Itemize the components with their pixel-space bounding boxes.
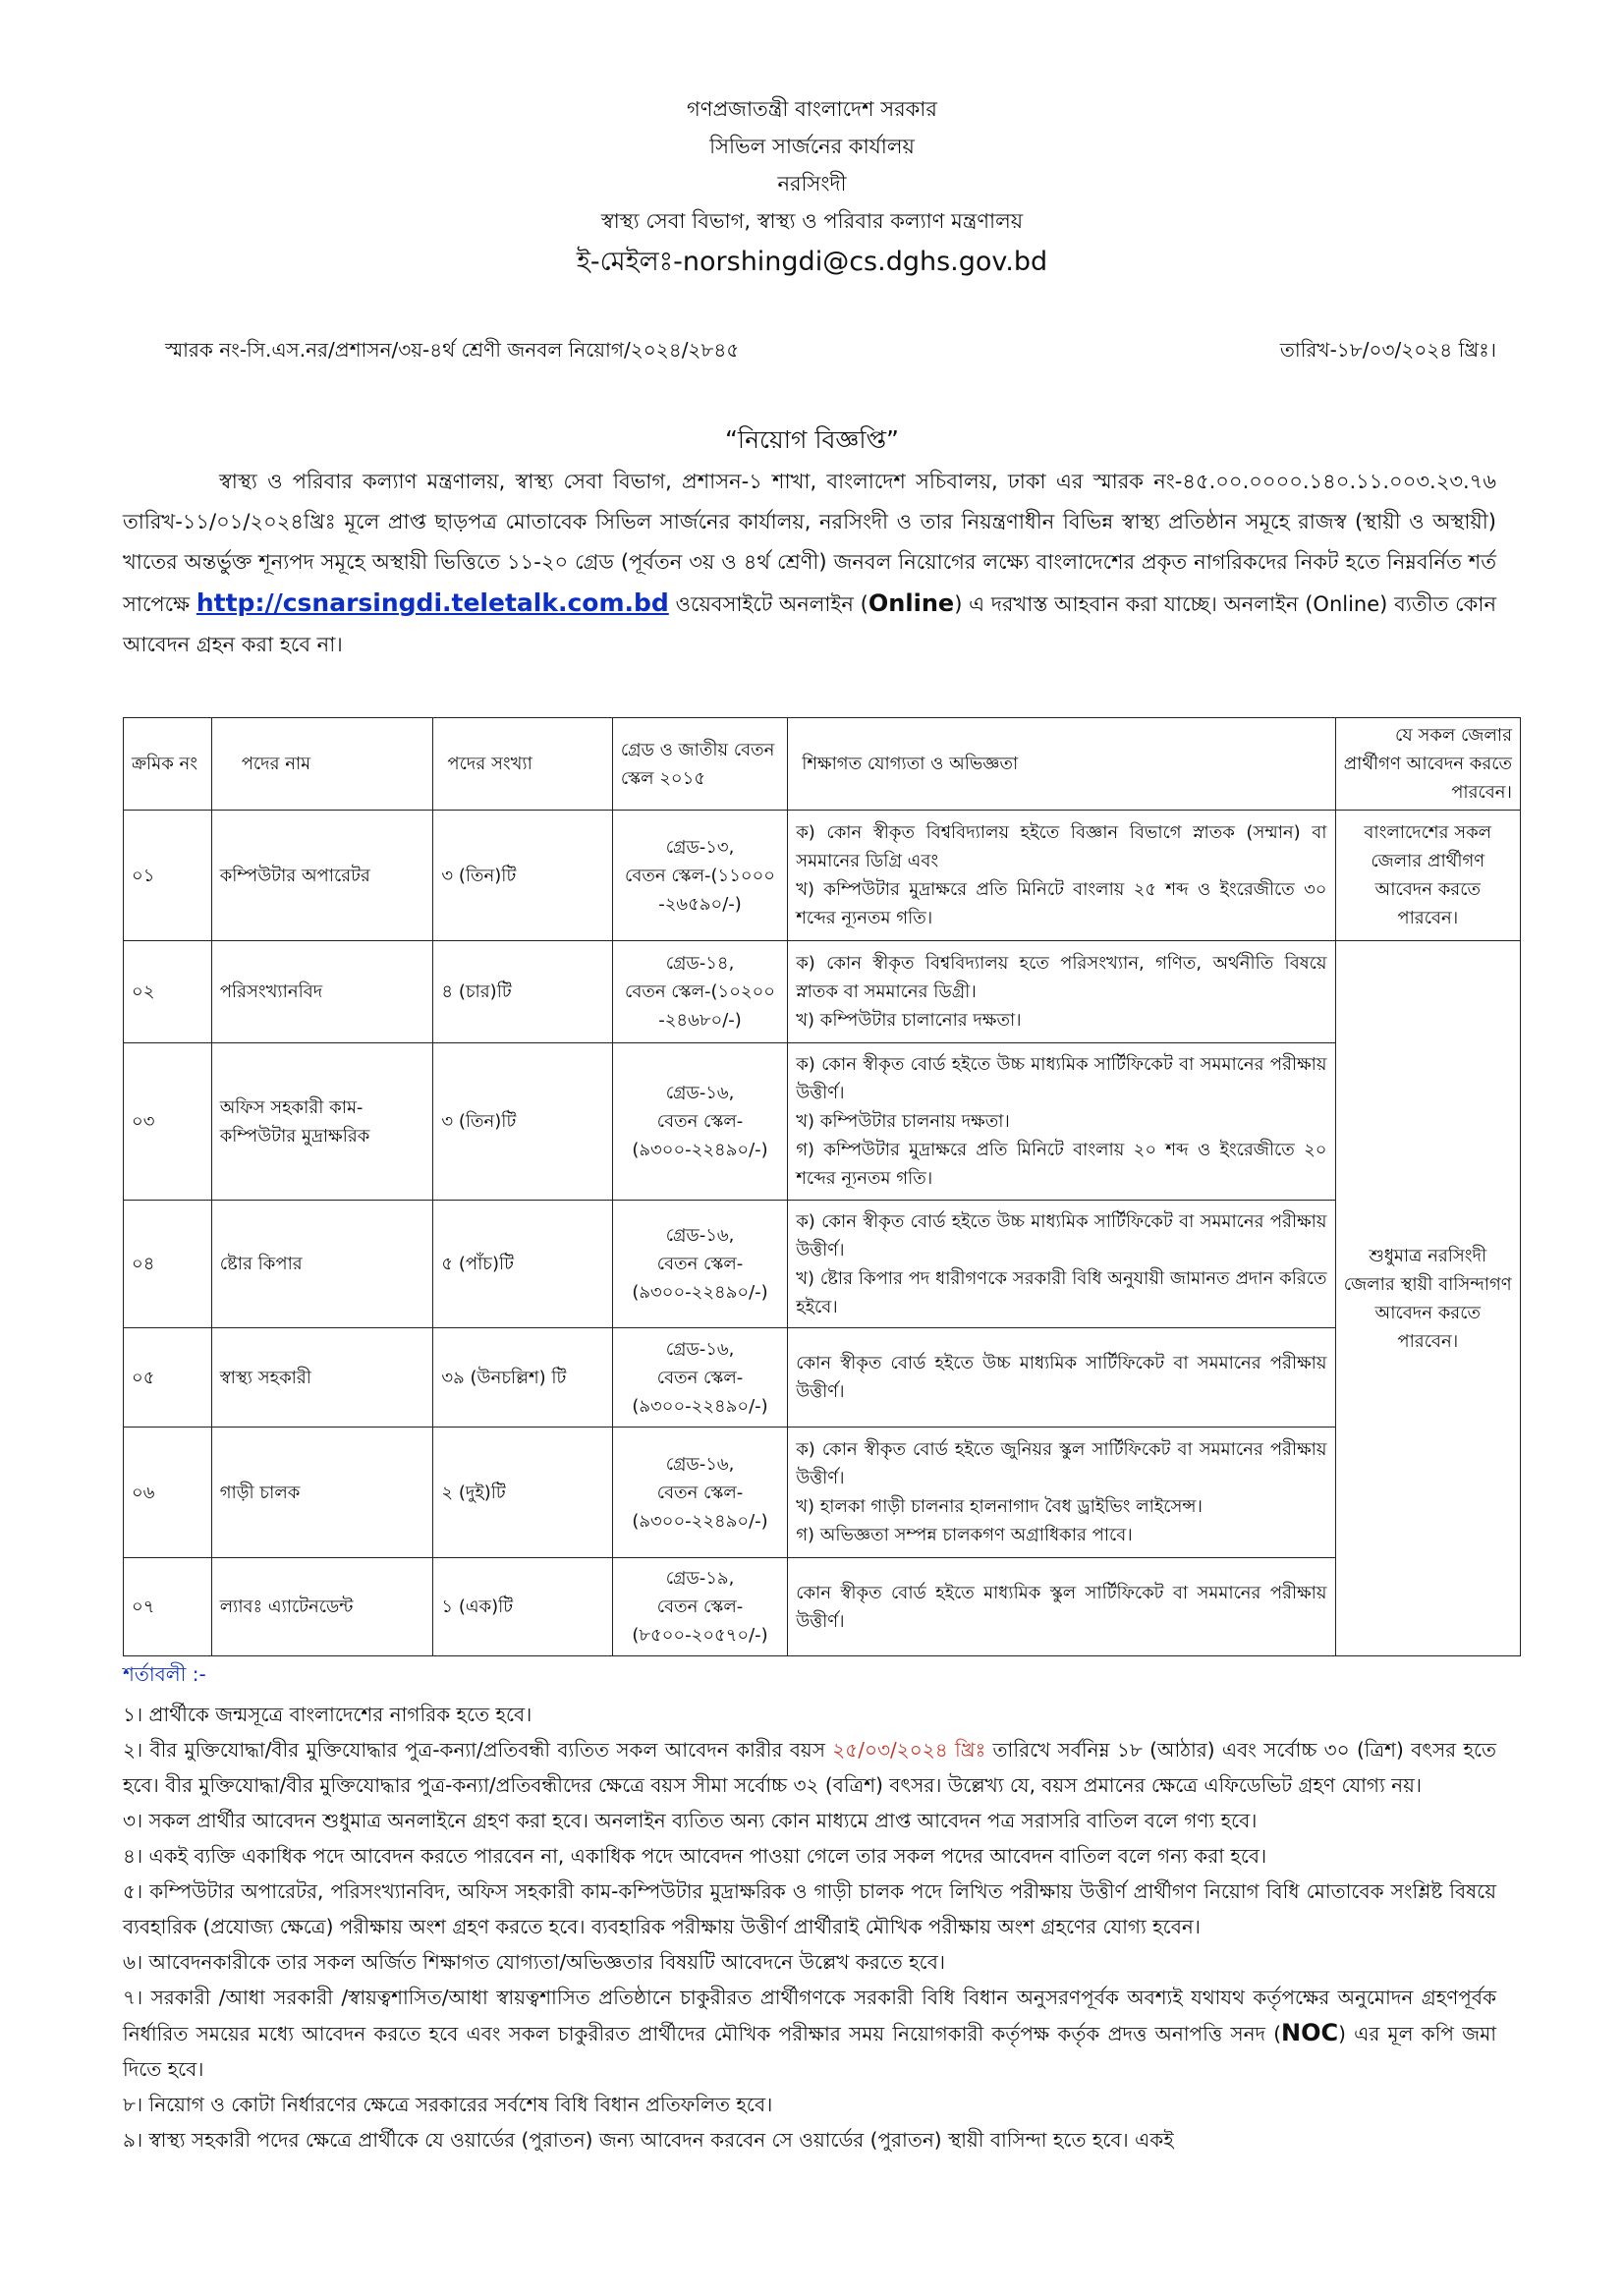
row-qualification bbox=[788, 1328, 1335, 1428]
district-name: নরসিংদী bbox=[777, 172, 847, 196]
term-item bbox=[123, 1980, 1496, 2087]
intro-text-2: ওয়েবসাইটে অনলাইন ( bbox=[675, 592, 868, 616]
pay-scale: বেতন স্কেল-(৯৩০০-২২৪৯০/-) bbox=[632, 1367, 768, 1417]
row-qualification bbox=[788, 1558, 1335, 1656]
row-serial: ০৫ bbox=[124, 1328, 212, 1428]
header-post-name: পদের নাম bbox=[211, 718, 433, 811]
header-districts: যে সকল জেলার প্রার্থীগণ আবেদন করতে পারবেন। bbox=[1335, 718, 1521, 811]
row-post-count: ৩ (তিন)টি bbox=[433, 1043, 612, 1201]
row-post-name: ল্যাবঃ এ্যাটেনডেন্ট bbox=[211, 1558, 433, 1656]
memo-date: তারিখ-১৮/০৩/২০২৪ খ্রিঃ। bbox=[1279, 338, 1496, 362]
email-address: ই-মেইলঃ-norshingdi@cs.dghs.gov.bd bbox=[576, 247, 1048, 277]
office-name: সিভিল সার্জনের কার্যালয় bbox=[709, 135, 915, 158]
memo-reference: স্মারক নং-সি.এস.নর/প্রশাসন/৩য়-৪র্থ শ্রেণী জনবল নিয়োগ/২০২৪/২৮৪৫ bbox=[165, 338, 740, 362]
qualification-item: ক) কোন স্বীকৃত বোর্ড হইতে উচ্চ মাধ্যমিক সার্টিফিকেট বা সমমানের পরীক্ষায় উত্তীর্ণ। bbox=[796, 1054, 1327, 1103]
row-qualification bbox=[788, 941, 1335, 1043]
grade-level: গ্রেড-১৪, bbox=[665, 953, 735, 974]
term-item: ১। প্রার্থীকে জন্মসূত্রে বাংলাদেশের নাগরিক হতে হবে। bbox=[123, 1703, 532, 1726]
row-grade bbox=[612, 1428, 787, 1558]
row-post-name: ষ্টোর কিপার bbox=[211, 1201, 433, 1328]
pay-scale: বেতন স্কেল-(১০২০০ -২৪৬৮০/-) bbox=[625, 981, 776, 1031]
term-item: ৮। নিয়োগ ও কোটা নির্ধারণের ক্ষেত্রে সরকারের সর্বশেষ বিধি বিধান প্রতিফলিত হবে। bbox=[123, 2093, 773, 2116]
ministry-name: স্বাস্থ্য সেবা বিভাগ, স্বাস্থ্য ও পরিবার কল্যাণ মন্ত্রণালয় bbox=[600, 209, 1024, 233]
row-post-count: ৫ (পাঁচ)টি bbox=[433, 1201, 612, 1328]
row-qualification bbox=[788, 1428, 1335, 1558]
row-serial: ০৬ bbox=[124, 1428, 212, 1558]
row-post-name: গাড়ী চালক bbox=[211, 1428, 433, 1558]
row-serial: ০৪ bbox=[124, 1201, 212, 1328]
row-post-name: কম্পিউটার অপারেটর bbox=[211, 811, 433, 941]
row-grade bbox=[612, 941, 787, 1043]
row-grade bbox=[612, 1328, 787, 1428]
row-qualification bbox=[788, 1201, 1335, 1328]
row-grade bbox=[612, 1201, 787, 1328]
qualification-item: খ) কম্পিউটার চালনায় দক্ষতা। bbox=[796, 1111, 1010, 1132]
row-qualification bbox=[788, 811, 1335, 941]
table-row bbox=[124, 1558, 1521, 1656]
header-grade: গ্রেড ও জাতীয় বেতন স্কেল ২০১৫ bbox=[612, 718, 787, 811]
row-serial: ০৩ bbox=[124, 1043, 212, 1201]
term-item: ৬। আবেদনকারীকে তার সকল অর্জিত শিক্ষাগত যোগ্যতা/অভিজ্ঞতার বিষয়টি আবেদনে উল্লেখ করতে হবে। bbox=[123, 1950, 945, 1974]
intro-paragraph bbox=[123, 462, 1496, 665]
pay-scale: বেতন স্কেল-(৯৩০০-২২৪৯০/-) bbox=[632, 1111, 768, 1160]
pay-scale: বেতন স্কেল-(১১০০০ -২৬৫৯০/-) bbox=[625, 865, 775, 915]
row-post-name: পরিসংখ্যানবিদ bbox=[211, 941, 433, 1043]
term-text: ২। বীর মুক্তিযোদ্ধা/বীর মুক্তিযোদ্ধার পুত্র-কন্যা/প্রতিবন্ধী ব্যতিত সকল আবেদন কারীর বয়স bbox=[123, 1738, 833, 1762]
intro-text-3: ) এ দরখাস্ত আহবান করা যাচ্ছে। অনলাইন (Online) ব্যতীত কোন আবেদন গ্রহন করা হবে না। bbox=[123, 592, 1496, 656]
table-row bbox=[124, 1328, 1521, 1428]
row-post-name: স্বাস্থ্য সহকারী bbox=[211, 1328, 433, 1428]
application-website-link[interactable]: http://csnarsingdi.teletalk.com.bd bbox=[196, 588, 669, 617]
header-post-count: পদের সংখ্যা bbox=[433, 718, 612, 811]
letterhead bbox=[0, 90, 1624, 285]
qualification-item: কোন স্বীকৃত বোর্ড হইতে মাধ্যমিক স্কুল সার্টিফিকেট বা সমমানের পরীক্ষায় উত্তীর্ণ। bbox=[796, 1582, 1327, 1632]
row-districts: বাংলাদেশের সকল জেলার প্রার্থীগণ আবেদন করতে পারবেন। bbox=[1335, 811, 1521, 941]
term-text: ৭। সরকারী /আধা সরকারী /স্বায়ত্বশাসিত/আধা স্বায়ত্বশাসিত প্রতিষ্ঠানে চাকুরীরত প্রার্থীগণকে সরকারী বিধি বিধান অনুসরণপূর্বক অবশ্যই যথাযথ কর্তৃপক্ষের অনুমোদন গ্রহণপূর্বক নির্ধারিত সময়ের মধ্যে আবেদন করতে হবে এবং সকল চাকুরীরত প্রার্থীদের মৌখিক পরীক্ষার সময় নিয়োগকারী কর্তৃপক্ষ কর্তৃক প্রদত্ত অনাপত্তি সনদ ( bbox=[123, 1986, 1496, 2045]
row-serial: ০৭ bbox=[124, 1558, 212, 1656]
row-grade bbox=[612, 1043, 787, 1201]
header-serial: ক্রমিক নং bbox=[124, 718, 212, 811]
qualification-item: ক) কোন স্বীকৃত বোর্ড হইতে উচ্চ মাধ্যমিক সার্টিফিকেট বা সমমানের পরীক্ষায় উত্তীর্ণ। bbox=[796, 1210, 1327, 1260]
header-qualification: শিক্ষাগত যোগ্যতা ও অভিজ্ঞতা bbox=[788, 718, 1335, 811]
noc-label: NOC bbox=[1281, 2019, 1339, 2046]
grade-level: গ্রেড-১৬, bbox=[665, 1225, 735, 1246]
table-row bbox=[124, 941, 1521, 1043]
term-item: ৫। কম্পিউটার অপারেটর, পরিসংখ্যানবিদ, অফিস সহকারী কাম-কম্পিউটার মুদ্রাক্ষরিক ও গাড়ী চালক পদে লিখিত পরীক্ষায় উত্তীর্ণ প্রার্থীগণ নিয়োগ বিধি মোতাবেক সংশ্লিষ্ট বিষয়ে ব্যবহারিক (প্রযোজ্য ক্ষেত্রে) পরীক্ষায় অংশ গ্রহণ করতে হবে। ব্যবহারিক পরীক্ষায় উত্তীর্ণ প্রার্থীরাই মৌখিক পরীক্ষায় অংশ গ্রহণের যোগ্য হবেন। bbox=[123, 1879, 1496, 1938]
govt-name: গণপ্রজাতন্ত্রী বাংলাদেশ সরকার bbox=[687, 97, 937, 121]
qualification-item: খ) হালকা গাড়ী চালনার হালনাগাদ বৈধ ড্রাইভিং লাইসেন্স। bbox=[796, 1496, 1203, 1517]
notice-title: “নিয়োগ বিজ্ঞপ্তি” bbox=[724, 425, 900, 454]
online-label: Online bbox=[868, 589, 955, 617]
table-row bbox=[124, 1043, 1521, 1201]
term-item: ৩। সকল প্রার্থীর আবেদন শুধুমাত্র অনলাইনে গ্রহণ করা হবে। অনলাইন ব্যতিত অন্য কোন মাধ্যমে প্রাপ্ত আবেদন পত্র সরাসরি বাতিল বলে গণ্য হবে। bbox=[123, 1809, 1258, 1832]
row-serial: ০২ bbox=[124, 941, 212, 1043]
qualification-item: গ) কম্পিউটার মুদ্রাক্ষরে প্রতি মিনিটে বাংলায় ২০ শব্দ ও ইংরেজীতে ২০ শব্দের ন্যূনতম গতি। bbox=[796, 1140, 1327, 1189]
table-row bbox=[124, 1428, 1521, 1558]
memo-line bbox=[165, 336, 1496, 367]
term-text: ) এর মূল কপি জমা দিতে হবে। bbox=[123, 2022, 1497, 2081]
qualification-item: খ) কম্পিউটার মুদ্রাক্ষরে প্রতি মিনিটে বাংলায় ২৫ শব্দ ও ইংরেজীতে ৩০ শব্দের ন্যূনতম গতি। bbox=[796, 879, 1327, 928]
qualification-item: খ) ষ্টোর কিপার পদ ধারীগণকে সরকারী বিধি অনুযায়ী জামানত প্রদান করিতে হইবে। bbox=[796, 1267, 1327, 1317]
qualification-item: ক) কোন স্বীকৃত বিশ্ববিদ্যালয় হতে পরিসংখ্যান, গণিত, অর্থনীতি বিষয়ে স্নাতক বা সমমানের ডিগ্রী। bbox=[796, 953, 1327, 1002]
term-item: ৯। স্বাস্থ্য সহকারী পদের ক্ষেত্রে প্রার্থীকে যে ওয়ার্ডের (পুরাতন) জন্য আবেদন করবেন সে ওয়ার্ডের (পুরাতন) স্থায়ী বাসিন্দা হতে হবে। একই bbox=[123, 2128, 1174, 2152]
row-post-count: ১ (এক)টি bbox=[433, 1558, 612, 1656]
row-qualification bbox=[788, 1043, 1335, 1201]
grade-level: গ্রেড-১৬, bbox=[665, 1083, 735, 1103]
terms-list bbox=[123, 1697, 1496, 2157]
vacancy-table bbox=[123, 717, 1521, 1656]
row-post-count: ২ (দুই)টি bbox=[433, 1428, 612, 1558]
row-post-count: ৪ (চার)টি bbox=[433, 941, 612, 1043]
table-row bbox=[124, 1201, 1521, 1328]
grade-level: গ্রেড-১৬, bbox=[665, 1453, 735, 1475]
table-header-row bbox=[124, 718, 1521, 811]
deadline-date: ২৫/০৩/২০২৪ খ্রিঃ bbox=[832, 1738, 986, 1762]
qualification-item: কোন স্বীকৃত বোর্ড হইতে উচ্চ মাধ্যমিক সার্টিফিকেট বা সমমানের পরীক্ষায় উত্তীর্ণ। bbox=[796, 1353, 1327, 1402]
term-text: তারিখে সর্বনিম্ন ১৮ (আঠার) এবং সর্বোচ্চ ৩০ (ত্রিশ) বৎসর হতে হবে। বীর মুক্তিযোদ্ধা/বীর মুক্তিযোদ্ধার পুত্র-কন্যা/প্রতিবন্ধীদের ক্ষেত্রে বয়স সীমা সর্বোচ্চ ৩২ (বত্রিশ) বৎসর। উল্লেখ্য যে, বয়স প্রমানের ক্ষেত্রে এফিডেভিট গ্রহণ যোগ্য নয়। bbox=[123, 1738, 1497, 1797]
row-post-count: ৩৯ (উনচল্লিশ) টি bbox=[433, 1328, 612, 1428]
grade-level: গ্রেড-১৬, bbox=[665, 1338, 735, 1360]
grade-level: গ্রেড-১৯, bbox=[665, 1568, 735, 1589]
table-row bbox=[124, 811, 1521, 941]
row-serial: ০১ bbox=[124, 811, 212, 941]
row-grade bbox=[612, 1558, 787, 1656]
qualification-item: ক) কোন স্বীকৃত বোর্ড হইতে জুনিয়র স্কুল সার্টিফিকেট বা সমমানের পরীক্ষায় উত্তীর্ণ। bbox=[796, 1439, 1327, 1488]
row-post-name: অফিস সহকারী কাম-কম্পিউটার মুদ্রাক্ষরিক bbox=[211, 1043, 433, 1201]
intro-text-1: স্বাস্থ্য ও পরিবার কল্যাণ মন্ত্রণালয়, স্বাস্থ্য সেবা বিভাগ, প্রশাসন-১ শাখা, বাংলাদেশ সচিবালয়, ঢাকা এর স্মারক নং-৪৫.০০.০০০০.১৪০.১১.০০৩.২৩.৭৬ তারিখ-১১/০১/২০২৪খ্রিঃ মূলে প্রাপ্ত ছাড়পত্র মোতাবেক সিভিল সার্জনের কার্যালয়, নরসিংদী ও তার নিয়ন্ত্রণাধীন বিভিন্ন স্বাস্থ্য প্রতিষ্ঠান সমূহে রাজস্ব (স্থায়ী ও অস্থায়ী) খাতের অন্তর্ভুক্ত শূন্যপদ সমূহে অস্থায়ী ভিত্তিতে ১১-২০ গ্রেড (পূর্বতন ৩য় ও ৪র্থ শ্রেণী) জনবল নিয়োগের লক্ষ্যে বাংলাদেশের প্রকৃত নাগরিকদের নিকট হতে নিম্নবর্নিত শর্ত সাপেক্ষে bbox=[123, 470, 1496, 616]
qualification-item: ক) কোন স্বীকৃত বিশ্ববিদ্যালয় হইতে বিজ্ঞান বিভাগে স্নাতক (সম্মান) বা সমমানের ডিগ্রি এবং bbox=[796, 822, 1327, 871]
terms-heading: শর্তাবলী :- bbox=[123, 1662, 206, 1686]
qualification-item: গ) অভিজ্ঞতা সম্পন্ন চালকগণ অগ্রাধিকার পাবে। bbox=[796, 1525, 1133, 1545]
qualification-item: খ) কম্পিউটার চালানোর দক্ষতা। bbox=[796, 1010, 1022, 1031]
row-grade bbox=[612, 811, 787, 941]
row-districts-local: শুধুমাত্র নরসিংদী জেলার স্থায়ী বাসিন্দাগণ আবেদন করতে পারবেন। bbox=[1335, 941, 1521, 1656]
pay-scale: বেতন স্কেল-(৯৩০০-২২৪৯০/-) bbox=[632, 1254, 768, 1303]
term-item: ৪। একই ব্যক্তি একাধিক পদে আবেদন করতে পারবেন না, একাধিক পদে আবেদন পাওয়া গেলে তার সকল পদের আবেদন বাতিল বলে গন্য করা হবে। bbox=[123, 1844, 1267, 1868]
term-item bbox=[123, 1732, 1496, 1803]
pay-scale: বেতন স্কেল-(৯৩০০-২২৪৯০/-) bbox=[632, 1482, 768, 1532]
row-post-count: ৩ (তিন)টি bbox=[433, 811, 612, 941]
pay-scale: বেতন স্কেল-(৮৫০০-২০৫৭০/-) bbox=[632, 1596, 768, 1646]
grade-level: গ্রেড-১৩, bbox=[665, 836, 735, 858]
